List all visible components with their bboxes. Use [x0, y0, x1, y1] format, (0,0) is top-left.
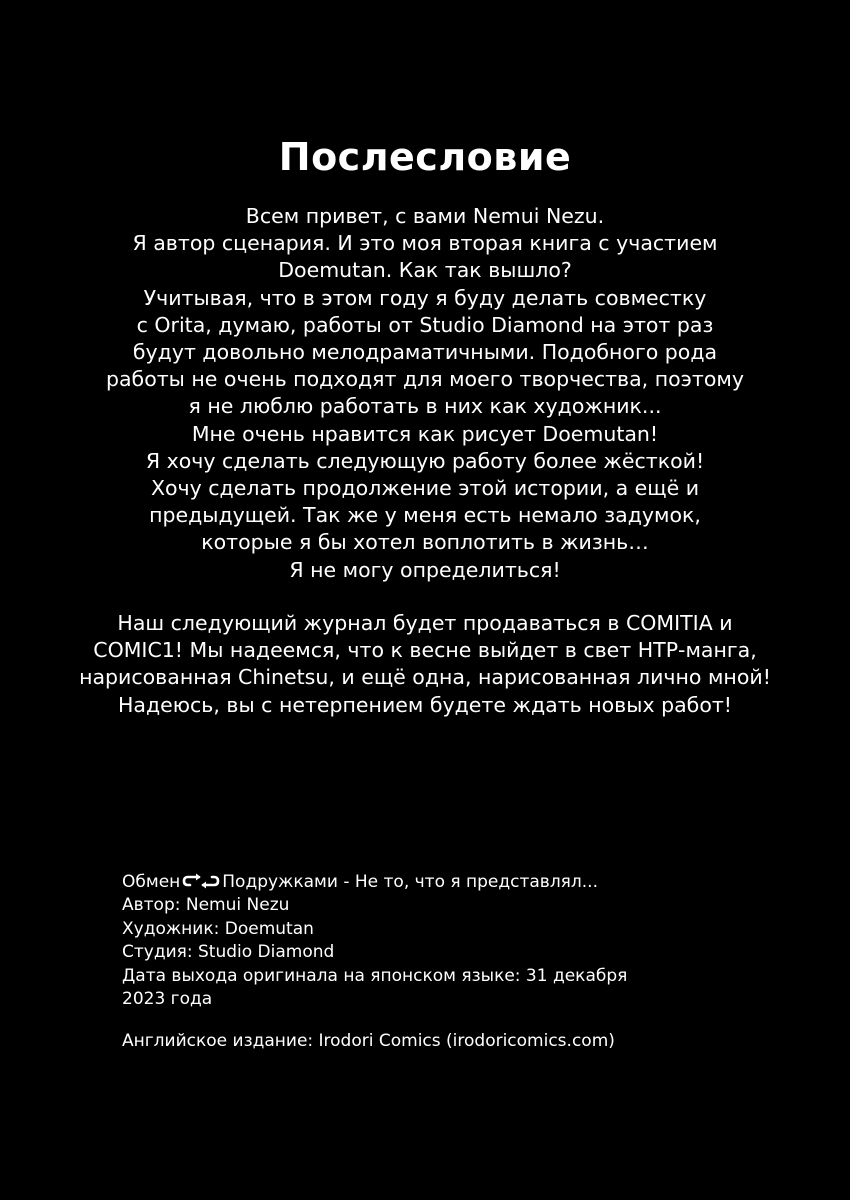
credits-english-edition: Английское издание: Irodori Comics (irodoricomics.com): [122, 1031, 615, 1052]
credits-title-start: Обмен: [122, 872, 181, 892]
paragraph-line: Я не могу определиться!: [289, 557, 561, 582]
paragraph-line: Doemutan. Как так вышло?: [278, 258, 572, 283]
credits-artist: Художник: Doemutan: [122, 918, 314, 939]
paragraph-line: будут довольно мелодраматичными. Подобного рода: [132, 340, 718, 365]
paragraph-line: Мне очень нравится как рисует Doemutan!: [191, 421, 659, 446]
credits-release-date: Дата выхода оригинала на японском языке: 31 декабря: [122, 965, 628, 986]
paragraph-line: COMIC1! Мы надеемся, что к весне выйдет в свет НТР-манга,: [93, 638, 757, 663]
swap-arrows-icon: [181, 872, 221, 890]
page-title: Послесловие: [278, 135, 572, 179]
afterword-paragraph-1: [40, 203, 810, 584]
paragraph-line: Я автор сценария. И это моя вторая книга с участием: [132, 231, 718, 256]
paragraph-line: которые я бы хотел воплотить в жизнь…: [201, 530, 649, 555]
paragraph-line: Всем привет, с вами Nemui Nezu.: [245, 204, 605, 228]
credits-title: [122, 871, 682, 894]
paragraph-line: с Orita, думаю, работы от Studio Diamond на этот раз: [136, 312, 714, 337]
credits-studio: Студия: Studio Diamond: [122, 942, 335, 963]
credits-title-end: Подружками - Не то, что я представлял...: [222, 872, 598, 892]
paragraph-line: Хочу сделать продолжение этой истории, а ещё и: [150, 476, 700, 501]
paragraph-line: предыдущей. Так же у меня есть немало задумок,: [149, 503, 701, 528]
spacer: [122, 1011, 682, 1030]
credits-release-year: 2023 года: [122, 989, 213, 1010]
paragraph-line: работы не очень подходят для моего творчества, поэтому: [105, 367, 744, 392]
credits-block: [122, 871, 682, 1054]
paragraph-line: Наш следующий журнал будет продаваться в COMITIA и: [117, 611, 733, 635]
paragraph-line: я не люблю работать в них как художник...: [188, 394, 662, 419]
paragraph-line: нарисованная Chinetsu, и ещё одна, нарисованная лично мной!: [79, 665, 771, 690]
afterword-paragraph-2: [40, 610, 810, 719]
credits-author: Автор: Nemui Nezu: [122, 895, 290, 916]
paragraph-line: Я хочу сделать следующую работу более жёсткой!: [145, 448, 705, 473]
paragraph-line: Надеюсь, вы с нетерпением будете ждать новых работ!: [117, 692, 733, 717]
paragraph-line: Учитывая, что в этом году я буду делать совместку: [143, 285, 707, 310]
